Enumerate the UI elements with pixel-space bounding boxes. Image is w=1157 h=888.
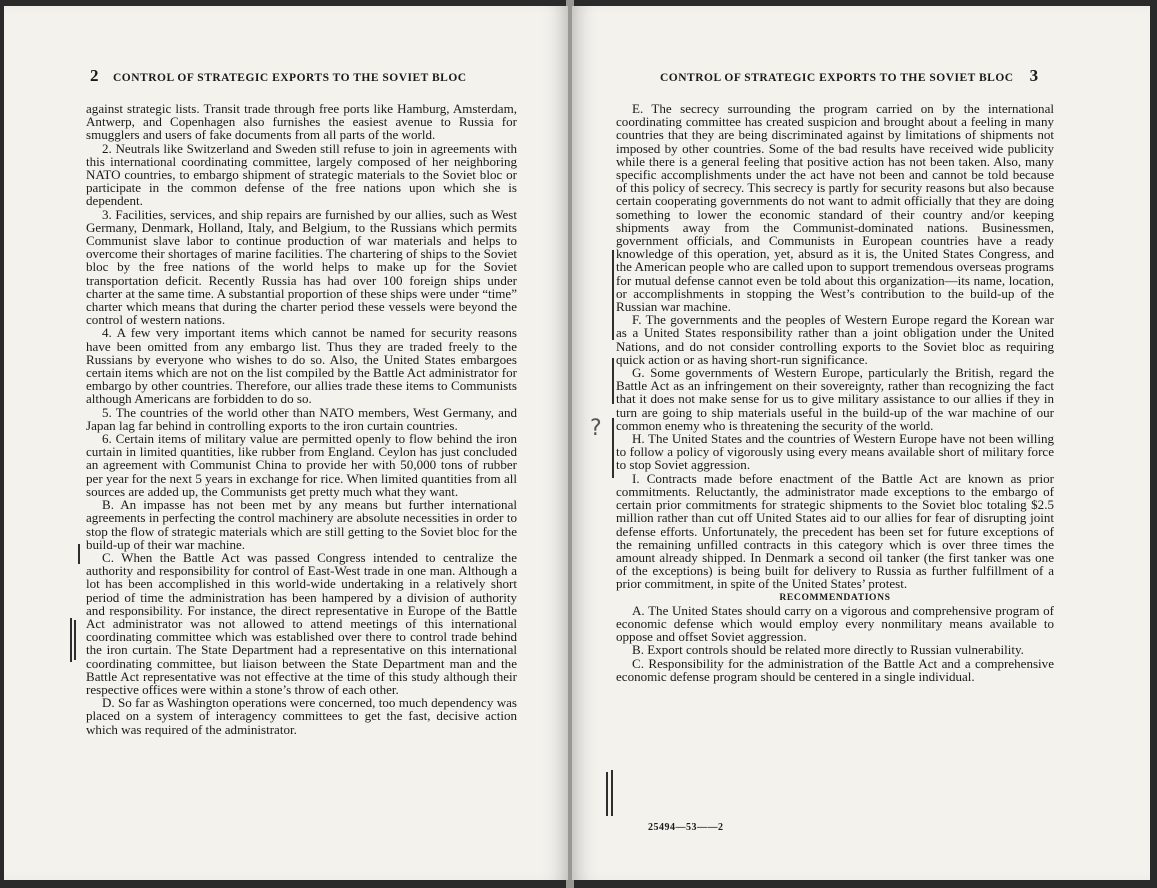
- paragraph: C. When the Battle Act was passed Congress intended to centralize the authority and responsibility for control of East-West trade in one man. Although a lot has been accomplished in this world-wide undertaking in a relatively short period of time the administration has been hampered by a division of authority and responsibility. For instance, the direct representative in Europe of the Battle Act administrator was not allowed to attend meetings of this international coordinating committee which was established over there to control trade behind the iron curtain. The State Department had a representative on this international coordinating committee, but liaison between the State Department man and the Battle Act representative was not effective at the time of this study although their respective offices were within a stone’s throw of each other.: [86, 549, 517, 697]
- question-mark-annotation: ?: [590, 416, 602, 441]
- margin-mark: [612, 418, 614, 478]
- paragraph: 6. Certain items of military value are permitted openly to flow behind the iron curtain in limited quantities, like rubber from England. Ceylon has just concluded an agreement with Communist China to provide her with 50,000 tons of rubber per year for the next 5 years in exchange for rice. When limited quantities from all sources are added up, the Communists get pretty much what they want.: [86, 431, 517, 499]
- recommendation-item: A. The United States should carry on a vigorous and comprehensive program of economic defense which would employ every nonmilitary means available to oppose and offset Soviet aggression.: [616, 602, 1054, 645]
- recommendations-heading: RECOMMENDATIONS: [779, 591, 891, 603]
- right-running-head: CONTROL OF STRATEGIC EXPORTS TO THE SOVIET BLOC: [660, 72, 1014, 84]
- paragraph: 5. The countries of the world other than NATO members, West Germany, and Japan lag far behind in controlling exports to the iron curtain countries.: [86, 404, 517, 433]
- paragraph: E. The secrecy surrounding the program carried on by the international coordinating committee has created suspicion and brought about a feeling in many countries that they are being discriminated against by limitations of shipments not imposed by other countries. Some of the bad results have received wide publicity while there is a general feeling that positive action has not been taken. Also, many specific accomplishments under the act have not been and cannot be told because of this policy of secrecy. This secrecy is partly for security reasons but also because certain cooperating governments do not want to admit officially that they are doing something to lower the economic standard of their country and/or keeping shipments away from the Communist-dominated nations. Businessmen, government officials, and Communists in European countries have a ready knowledge of this operation, yet, absurd as it is, the United States Congress, and the American people who are called upon to support tremendous overseas programs for mutual defense cannot even be told about this organization—its name, location, or accomplishments in stopping the West’s contribution to the build-up of the Russian war machine.: [616, 101, 1054, 315]
- recommendation-item: B. Export controls should be related more directly to Russian vulnerability.: [632, 642, 1024, 658]
- margin-mark: [74, 620, 76, 660]
- margin-mark: [612, 250, 614, 340]
- right-page: [572, 6, 1150, 880]
- paragraph: against strategic lists. Transit trade through free ports like Hamburg, Amsterdam, Antwerp, and Copenhagen also furnishes the easiest avenue to Russia for smugglers and users of fake documents from all parts of the world.: [86, 101, 517, 143]
- left-page-number: 2: [90, 66, 99, 85]
- paragraph: G. Some governments of Western Europe, particularly the British, regard the Battle Act as an infringement on their sovereignty, rather than recognizing the fact that it does not make sense for us to give military assistance to our allies if they in turn are going to ship materials useful in the build-up of the war machine of our common enemy who is threatening the security of the world.: [616, 365, 1054, 433]
- recommendation-item: C. Responsibility for the administration of the Battle Act and a comprehensive economic defense program should be centered in a single individual.: [616, 655, 1054, 684]
- left-page-header: [90, 66, 467, 86]
- margin-mark: [70, 618, 72, 662]
- margin-mark: [611, 770, 613, 816]
- margin-mark: [606, 772, 608, 816]
- paragraph: B. An impasse has not been met by any means but further international agreements in perfecting the control machinery are absolute necessities in order to stop the flow of strategic materials which are still getting to the Soviet bloc for the build-up of their war machine.: [86, 497, 517, 552]
- paragraph: D. So far as Washington operations were concerned, too much dependency was placed on a system of interagency committees to get the fast, decisive action which was required of the administrator.: [86, 695, 517, 737]
- right-page-number: 3: [1029, 66, 1039, 85]
- left-page: [4, 6, 568, 880]
- right-page-header: [660, 66, 1039, 86]
- paragraph: 4. A few very important items which cannot be named for security reasons have been omitted from any embargo list. Thus they are traded freely to the Russians by everyone who wishes to do so. Also, the United States embargoes certain items which are not on the list compiled by the Battle Act administrator for embargo by other countries. Therefore, our allies trade these items to Communists although Americans are forbidden to do so.: [86, 325, 517, 407]
- right-page-body: [616, 102, 1054, 683]
- print-code: 25494—53——2: [648, 822, 724, 833]
- paragraph: 3. Facilities, services, and ship repairs are furnished by our allies, such as West Germany, Denmark, Holland, Italy, and Belgium, to the Russians which permits Communist slave labor to continue production of war materials and helps to overcome their shortages of marine facilities. The chartering of ships to the Soviet bloc by the free nations of the world helps to make up for the Soviet transportation deficit. Recently Russia has had over 100 foreign ships under charter at the same time. A substantial proportion of these ships were under “time” charter which means that during the charter period these vessels were beyond the control of western nations.: [86, 206, 517, 328]
- paragraph: H. The United States and the countries of Western Europe have not been willing to follow a policy of vigorously using every means available short of military force to stop Soviet aggression.: [616, 431, 1054, 473]
- paragraph: F. The governments and the peoples of Western Europe regard the Korean war as a United States responsibility rather than a joint obligation under the United Nations, and do not consider controlling exports to the Soviet bloc as requiring quick action or as having short-run significance.: [616, 312, 1054, 367]
- left-page-body: [86, 102, 517, 736]
- left-running-head: CONTROL OF STRATEGIC EXPORTS TO THE SOVIET BLOC: [113, 72, 467, 84]
- paragraph: 2. Neutrals like Switzerland and Sweden still refuse to join in agreements with this international coordinating committee, largely composed of her neighboring NATO countries, to embargo shipment of strategic materials to the Soviet bloc or participate in the common defense of the free nations upon which she is dependent.: [86, 140, 517, 209]
- paragraph: I. Contracts made before enactment of the Battle Act are known as prior commitments. Reluctantly, the administrator made exceptions to the embargo of certain prior commitments for strategic shipments to the Soviet bloc totaling $2.5 million rather than cut off United States aid to our allies for fear of disrupting joint defense efforts. Unfortunately, the precedent has been set for future exceptions of the remaining unfilled contracts in this category which is over three times the amount already shipped. In Denmark a second oil tanker (the first tanker was one of the exceptions) is being built for delivery to Russia as further fulfillment of a prior commitment, in spite of the United States’ protest.: [616, 470, 1054, 592]
- margin-mark: [78, 544, 80, 564]
- margin-mark: [612, 358, 614, 404]
